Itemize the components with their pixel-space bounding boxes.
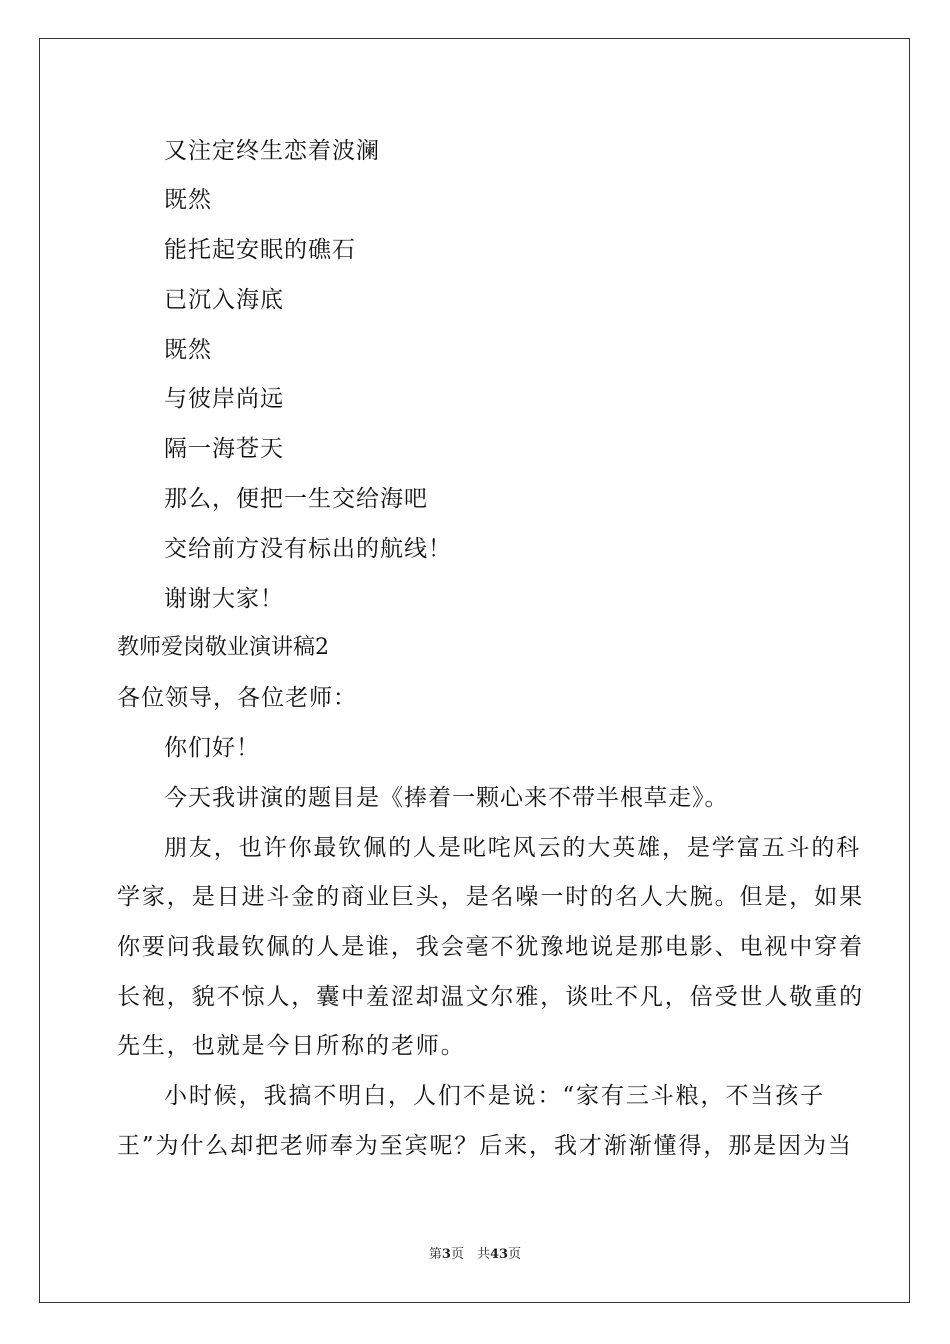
poem-line: 能托起安眠的礁石 xyxy=(164,237,356,263)
poem-line: 既然 xyxy=(164,337,212,363)
poem-line: 谢谢大家！ xyxy=(164,586,284,612)
paragraph-line: 你要问我最钦佩的人是谁，我会毫不犹豫地说是那电影、电视中穿着 xyxy=(117,934,864,960)
poem-line: 那么，便把一生交给海吧 xyxy=(164,486,428,512)
page-number-footer xyxy=(0,1246,950,1264)
salutation: 各位领导，各位老师： xyxy=(117,685,357,711)
footer-prefix: 第 xyxy=(428,1247,442,1262)
paragraph-line: 先生，也就是今日所称的老师。 xyxy=(117,1033,466,1059)
intro-line: 今天我讲演的题目是《捧着一颗心来不带半根草走》。 xyxy=(164,785,729,811)
paragraph-line: 王”为什么却把老师奉为至宾呢？后来，我才渐渐懂得，那是因为当 xyxy=(117,1133,853,1159)
footer-suffix: 页 xyxy=(508,1247,522,1262)
footer-middle: 页 共 xyxy=(450,1247,490,1262)
poem-line: 又注定终生恋着波澜 xyxy=(164,138,380,164)
poem-line: 隔一海苍天 xyxy=(164,436,284,462)
paragraph-line: 朋友，也许你最钦佩的人是叱咤风云的大英雄，是学富五斗的科 xyxy=(164,835,862,861)
poem-line: 已沉入海底 xyxy=(164,287,284,313)
current-page-number: 3 xyxy=(441,1247,451,1262)
paragraph-line: 长袍，貌不惊人，囊中羞涩却温文尔雅，谈吐不凡，倍受世人敬重的 xyxy=(117,984,864,1010)
paragraph-line: 学家，是日进斗金的商业巨头，是名噪一时的名人大腕。但是，如果 xyxy=(117,884,864,910)
section-title: 教师爱岗敬业演讲稿2 xyxy=(117,635,329,660)
poem-line: 与彼岸尚远 xyxy=(164,386,284,412)
greeting: 你们好！ xyxy=(164,735,260,761)
poem-line: 既然 xyxy=(164,187,212,213)
total-pages-number: 43 xyxy=(489,1247,509,1262)
poem-line: 交给前方没有标出的航线！ xyxy=(164,536,452,562)
paragraph-line: 小时候，我搞不明白，人们不是说：“家有三斗粮，不当孩子 xyxy=(164,1083,826,1109)
page-border xyxy=(39,38,910,1303)
